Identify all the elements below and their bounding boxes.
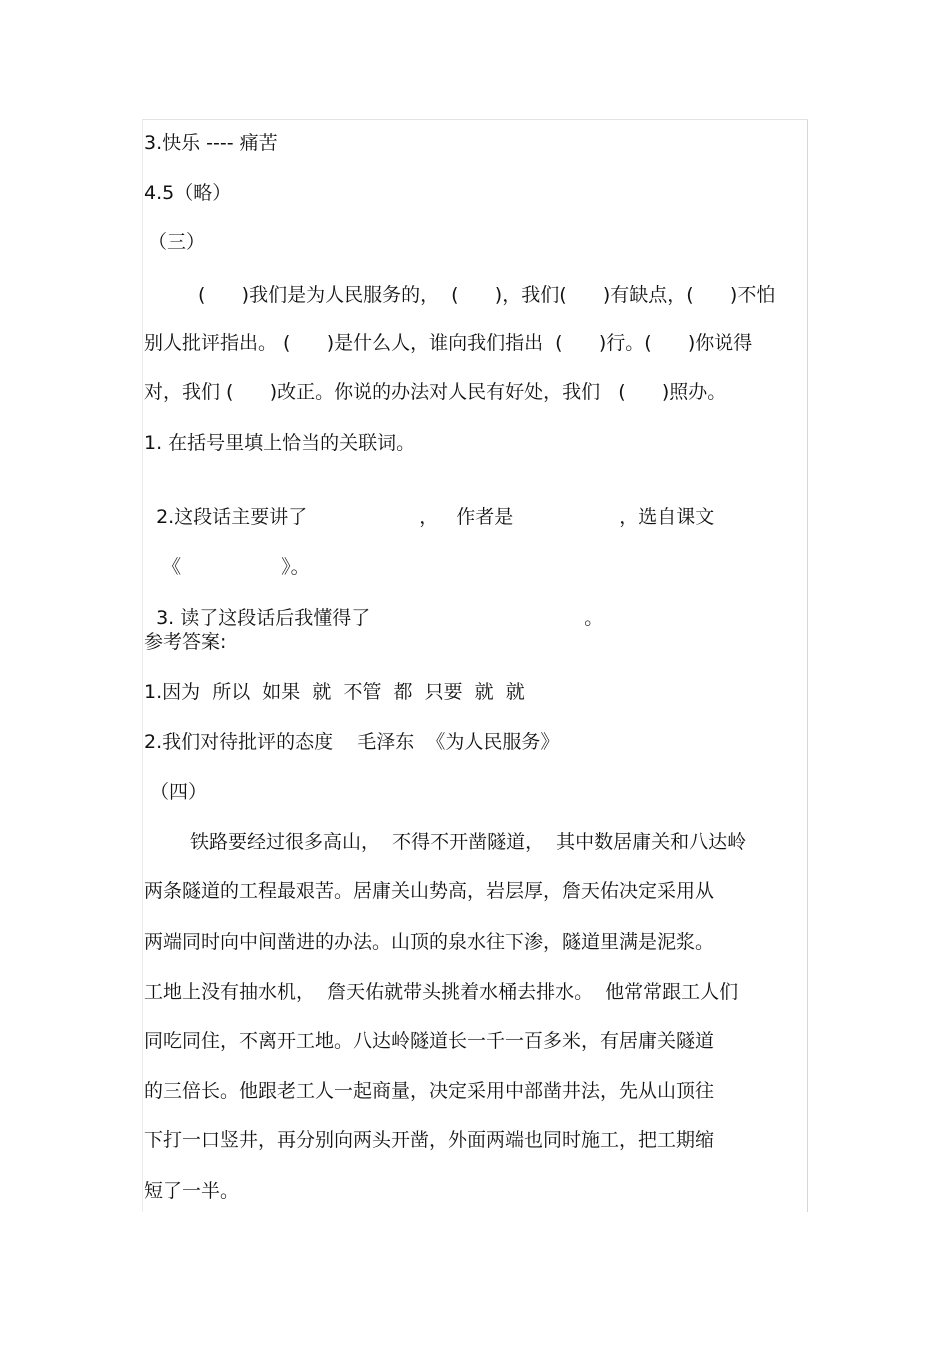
- question-2-title-blank: [150, 531, 310, 579]
- passage-4-line: 工地上没有抽水机， 詹天佑就带头挑着水桶去排水。 他常常跟工人们: [144, 981, 739, 1003]
- passage-4-line: 短了一半。: [144, 1180, 240, 1202]
- answer-1: 1.因为 所以 如果 就 不管 都 只要 就 就: [144, 681, 525, 703]
- passage-line: ( )我们是为人民服务的， ( )，我们( )有缺点，( )不怕: [198, 284, 776, 306]
- question-2-author: 作者是: [456, 506, 514, 528]
- book-bracket-open: 《: [162, 556, 182, 578]
- answer-line-4-5: 4.5（略）: [144, 182, 232, 204]
- passage-4-line: 同吃同住，不离开工地。八达岭隧道长一千一百多米，有居庸关隧道: [144, 1030, 715, 1052]
- question-1: 1. 在括号里填上恰当的关联词。: [144, 432, 416, 454]
- book-bracket-close: 》。: [281, 556, 310, 578]
- passage-line: 对，我们 ( )改正。你说的办法对人民有好处，我们 ( )照办。: [144, 381, 727, 403]
- answer-line-3: 3.快乐 ---- 痛苦: [144, 132, 278, 154]
- passage-4-line: 两条隧道的工程最艰苦。居庸关山势高，岩层厚，詹天佑决定采用从: [144, 880, 715, 902]
- question-2: [144, 481, 714, 529]
- question-2-comma: ，: [419, 506, 439, 528]
- passage-4-line: 的三倍长。他跟老工人一起商量，决定采用中部凿井法，先从山顶往: [144, 1080, 715, 1102]
- answer-2: 2.我们对待批评的态度 毛泽东 《为人民服务》: [144, 731, 560, 753]
- question-3-period: 。: [584, 607, 604, 629]
- question-2-text: 2.这段话主要讲了: [156, 506, 308, 528]
- passage-4-line: 两端同时向中间凿进的办法。山顶的泉水往下渗，隧道里满是泥浆。: [144, 931, 715, 953]
- question-3-text: 3. 读了这段话后我懂得了: [156, 607, 371, 629]
- section-heading-3: （三）: [148, 231, 206, 253]
- question-3: [144, 582, 603, 630]
- passage-4-line: 铁路要经过很多高山， 不得不开凿隧道， 其中数居庸关和八达岭: [190, 831, 747, 853]
- question-2-source: ，选自课文: [619, 506, 715, 528]
- section-heading-4: （四）: [150, 781, 208, 803]
- passage-4-line: 下打一口竖井，再分别向两头开凿，外面两端也同时施工，把工期缩: [144, 1129, 715, 1151]
- passage-line: 别人批评指出。 ( )是什么人，谁向我们指出 ( )行。( )你说得: [144, 332, 753, 354]
- reference-answer-heading: 参考答案:: [144, 631, 227, 653]
